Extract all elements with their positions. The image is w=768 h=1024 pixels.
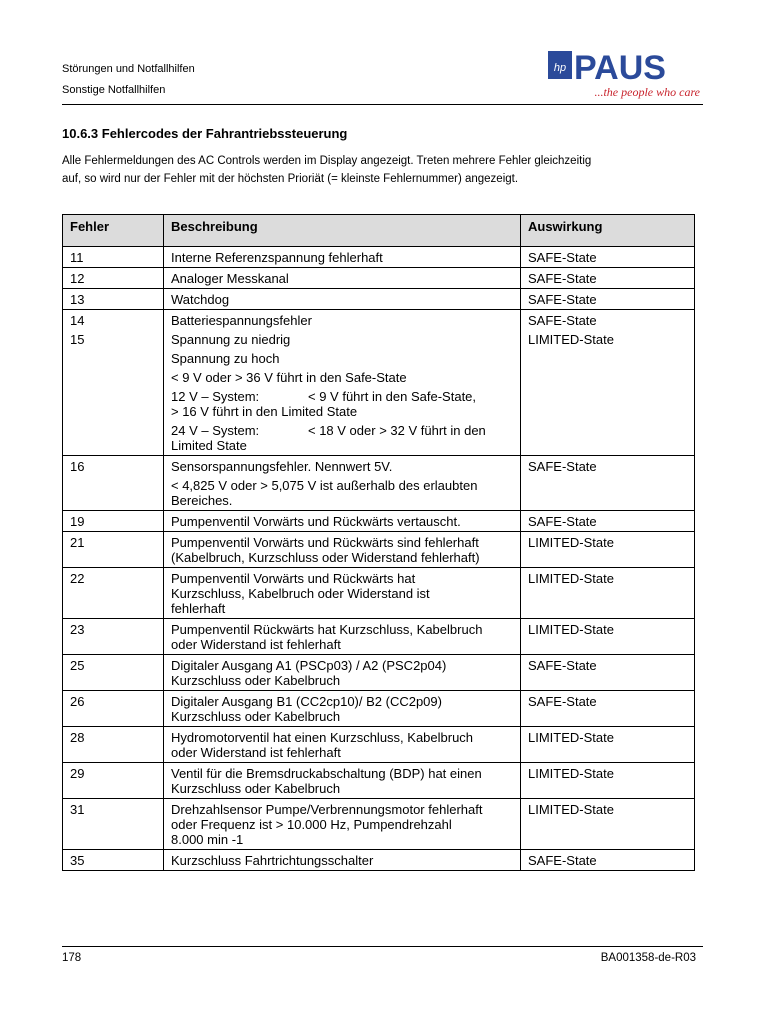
table-row [63,727,695,763]
desc-part: Kurzschluss, Kabelbruch oder Widerstand ist [171,586,430,601]
footer-divider [62,946,703,947]
table-row [63,655,695,691]
intro-paragraph [62,152,692,188]
header-divider [62,104,703,105]
table-row [63,310,695,456]
error-code: 11 [63,247,164,268]
desc-value: < 9 V führt in den Safe-State, [308,389,477,404]
header-subchapter: Sonstige Notfallhilfen [62,84,166,96]
error-description [164,532,521,568]
table-row [63,691,695,727]
error-effect: SAFE-State [521,850,695,871]
desc-continuation: > 16 V führt in den Limited State [171,404,358,419]
desc-part: 8.000 min -1 [171,832,244,847]
error-effect: SAFE-State [521,456,695,511]
error-code: 16 [63,456,164,511]
desc-line-12v [171,389,513,419]
error-description: Kurzschluss Fahrtrichtungsschalter [164,850,521,871]
error-code-table [62,214,695,871]
intro-line-2: auf, so wird nur der Fehler mit der höchsten Prioriät (= kleinste Fehlernummer) angezeigt. [62,173,519,185]
error-effect: SAFE-State [521,247,695,268]
logo-wordmark: PAUS [574,49,666,87]
desc-part: Pumpenventil Rückwärts hat Kurzschluss, Kabelbruch [171,622,483,637]
error-code-15: 15 [70,332,85,347]
error-description: Interne Referenzspannung fehlerhaft [164,247,521,268]
error-description: Pumpenventil Vorwärts und Rückwärts vertauscht. [164,511,521,532]
desc-line [171,478,513,508]
error-code: 31 [63,799,164,850]
error-code: 28 [63,727,164,763]
error-code: 29 [63,763,164,799]
document-code: BA001358-de-R03 [600,952,696,964]
desc-line: < 9 V oder > 36 V führt in den Safe-State [171,370,407,385]
desc-part: Kurzschluss oder Kabelbruch [171,673,341,688]
error-effect: SAFE-State [521,691,695,727]
desc-part: Kurzschluss oder Kabelbruch [171,709,341,724]
desc-part: Kurzschluss oder Kabelbruch [171,781,341,796]
paus-logo [546,43,702,103]
error-code: 25 [63,655,164,691]
table-row [63,619,695,655]
desc-label: 24 V – System: [171,423,260,438]
table-header-row [63,215,695,247]
desc-part: oder Frequenz ist > 10.000 Hz, Pumpendrehzahl [171,817,452,832]
table-row [63,511,695,532]
error-description [164,619,521,655]
desc-line: Sensorspannungsfehler. Nennwert 5V. [171,459,393,474]
desc-part: Drehzahlsensor Pumpe/Verbrennungsmotor fehlerhaft [171,802,483,817]
header-auswirkung: Auswirkung [521,215,695,247]
table-row [63,268,695,289]
error-effect: SAFE-State [521,268,695,289]
error-description: Analoger Messkanal [164,268,521,289]
effect-line: SAFE-State [528,313,597,328]
desc-line: Spannung zu niedrig [171,332,291,347]
error-effect: LIMITED-State [521,568,695,619]
error-code: 35 [63,850,164,871]
table-row [63,850,695,871]
error-code: 19 [63,511,164,532]
logo-tagline: ...the people who care [594,85,700,99]
error-code-14: 14 [70,313,85,328]
table-row [63,532,695,568]
error-description [164,310,521,456]
error-description [164,763,521,799]
desc-part: Bereiches. [171,493,233,508]
header-fehler: Fehler [63,215,164,247]
desc-part: < 4,825 V oder > 5,075 V ist außerhalb des erlaubten [171,478,478,493]
error-description: Watchdog [164,289,521,310]
table-row [63,247,695,268]
section-title: 10.6.3 Fehlercodes der Fahrantriebssteuerung [62,126,348,141]
error-code: 21 [63,532,164,568]
desc-part: oder Widerstand ist fehlerhaft [171,745,341,760]
desc-line: Batteriespannungsfehler [171,313,312,328]
desc-continuation: Limited State [171,438,247,453]
desc-part: Pumpenventil Vorwärts und Rückwärts hat [171,571,416,586]
table-row [63,763,695,799]
table-row [63,456,695,511]
effect-line: LIMITED-State [528,332,614,347]
error-effect: SAFE-State [521,289,695,310]
error-effect: LIMITED-State [521,619,695,655]
desc-part: Hydromotorventil hat einen Kurzschluss, Kabelbruch [171,730,474,745]
error-effect: LIMITED-State [521,799,695,850]
error-effect: LIMITED-State [521,532,695,568]
error-description [164,691,521,727]
error-description [164,456,521,511]
desc-label: 12 V – System: [171,389,260,404]
desc-part: Pumpenventil Vorwärts und Rückwärts sind fehlerhaft [171,535,479,550]
error-description [164,568,521,619]
error-effect [521,310,695,456]
desc-part: oder Widerstand ist fehlerhaft [171,637,341,652]
desc-part: Digitaler Ausgang B1 (CC2cp10)/ B2 (CC2p09) [171,694,442,709]
error-effect: SAFE-State [521,511,695,532]
error-description [164,655,521,691]
header-chapter: Störungen und Notfallhilfen [62,63,195,75]
error-description [164,799,521,850]
table-row [63,289,695,310]
desc-line-24v [171,423,513,453]
error-description [164,727,521,763]
error-code: 12 [63,268,164,289]
error-code: 13 [63,289,164,310]
desc-part: fehlerhaft [171,601,226,616]
error-code: 26 [63,691,164,727]
error-effect: LIMITED-State [521,763,695,799]
error-effect: SAFE-State [521,655,695,691]
desc-part: Ventil für die Bremsdruckabschaltung (BDP) hat einen [171,766,482,781]
desc-line: Spannung zu hoch [171,351,280,366]
error-code [63,310,164,456]
table-row [63,568,695,619]
logo-badge-text: hp [553,62,567,74]
intro-line-1: Alle Fehlermeldungen des AC Controls werden im Display angezeigt. Treten mehrere Fehler gleichzeitig [62,155,592,167]
desc-value: < 18 V oder > 32 V führt in den [308,423,486,438]
desc-part: (Kabelbruch, Kurzschluss oder Widerstand fehlerhaft) [171,550,480,565]
error-effect: LIMITED-State [521,727,695,763]
header-beschreibung: Beschreibung [164,215,521,247]
error-code: 23 [63,619,164,655]
table-row [63,799,695,850]
desc-part: Digitaler Ausgang A1 (PSCp03) / A2 (PSC2p04) [171,658,447,673]
page-number: 178 [62,952,82,964]
error-code: 22 [63,568,164,619]
